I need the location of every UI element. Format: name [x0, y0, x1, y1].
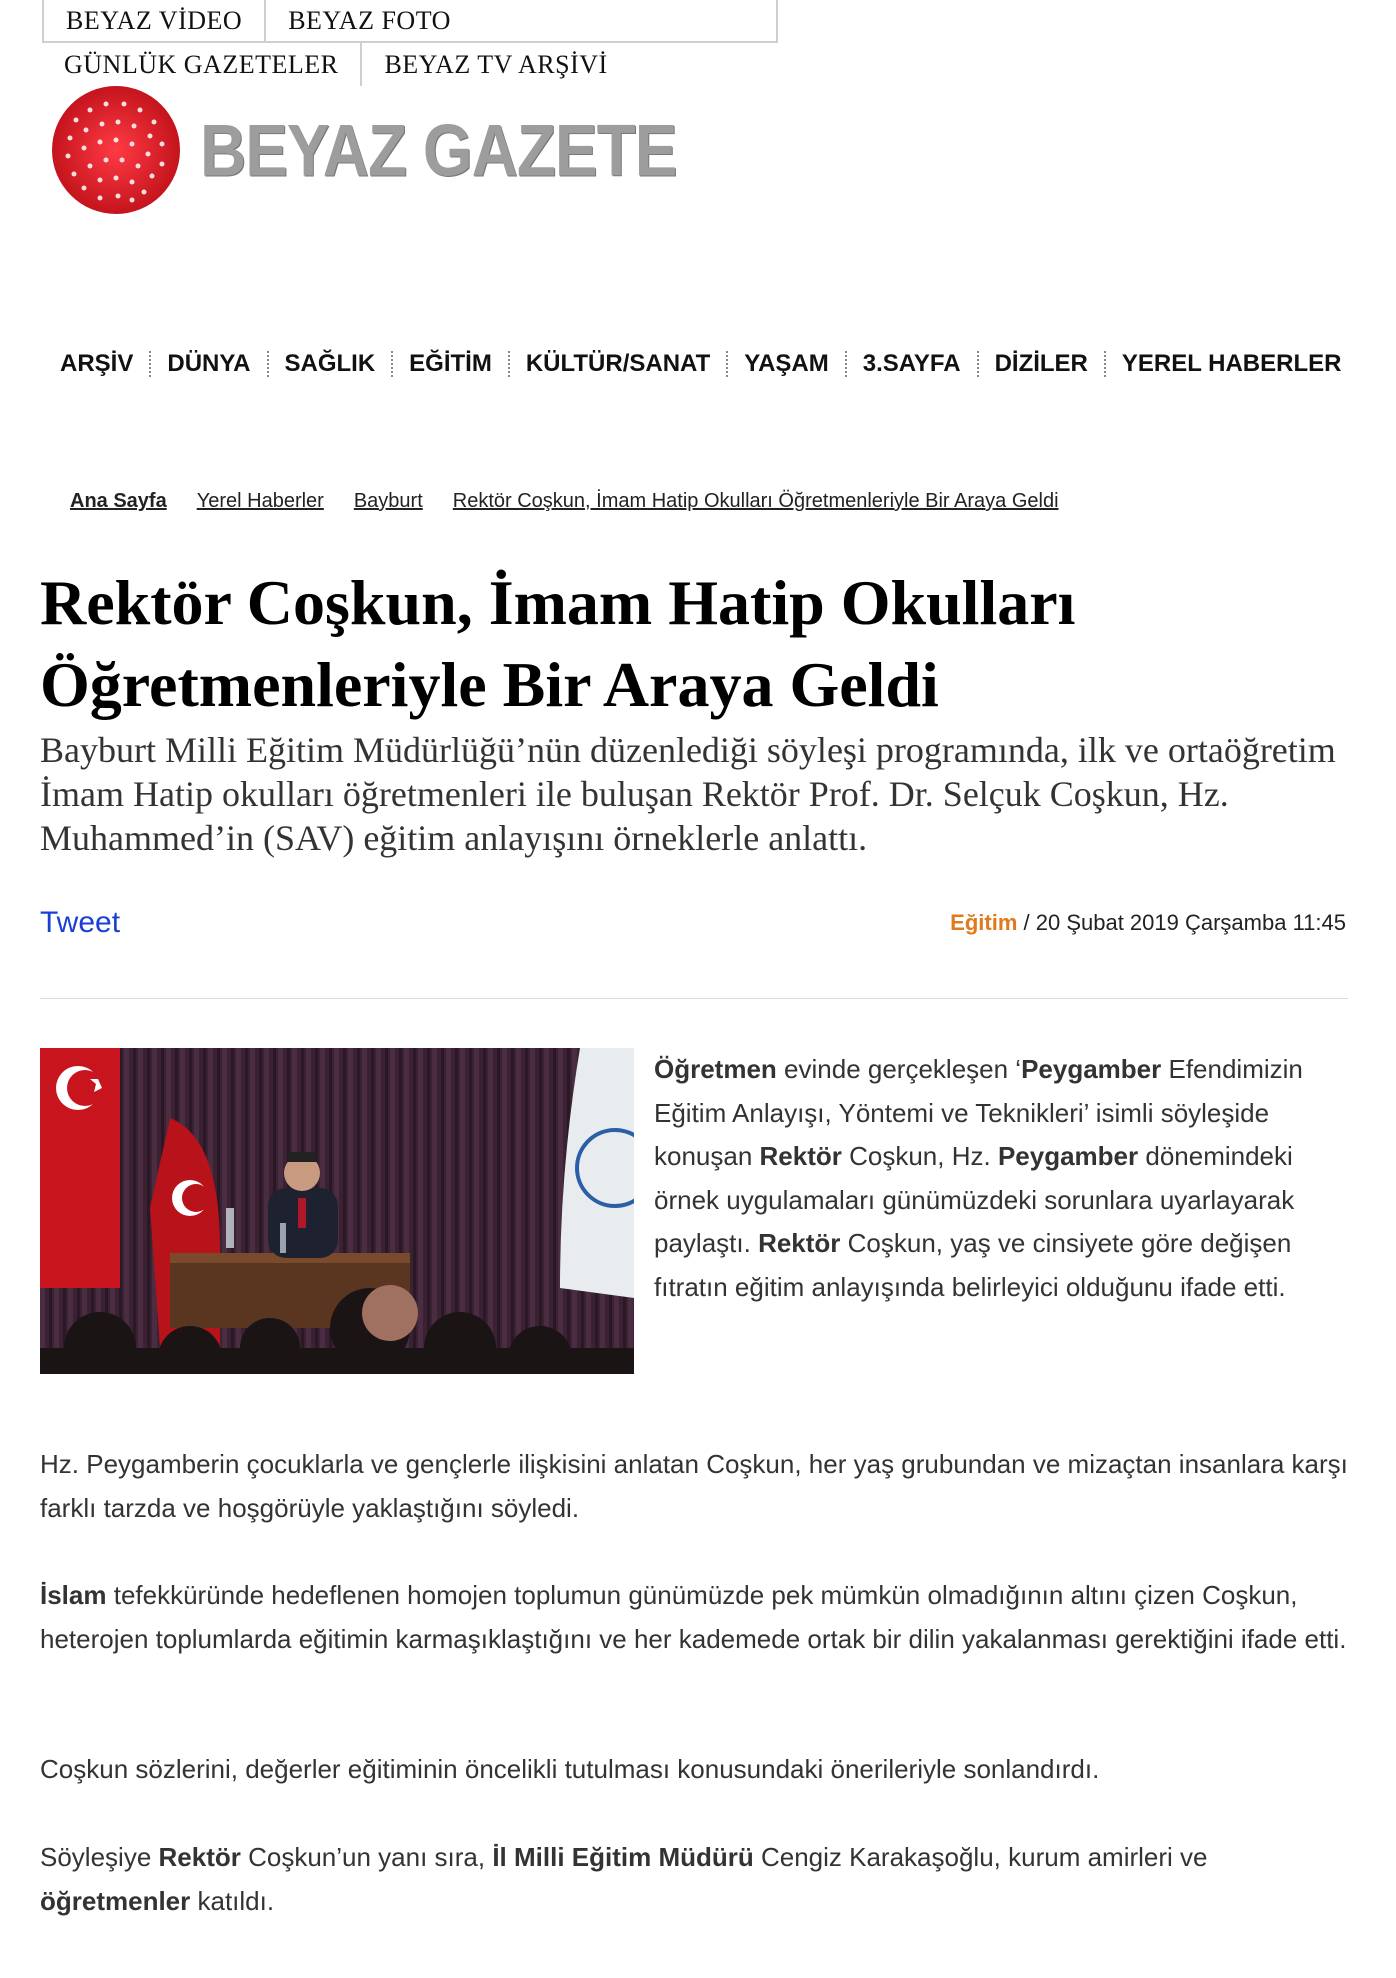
text: Söyleşiye — [40, 1842, 159, 1872]
text: katıldı. — [190, 1885, 275, 1916]
nav-item-arsiv[interactable]: ARŞİV — [60, 350, 134, 377]
nav-item-yasam[interactable]: YAŞAM — [744, 350, 829, 377]
nav-item-egitim[interactable]: EĞİTİM — [409, 350, 492, 377]
text: evinde gerçekleşen ‘ — [776, 1054, 1022, 1084]
top-link-beyaz-foto[interactable]: BEYAZ FOTO — [288, 6, 451, 35]
site-logo[interactable] — [46, 80, 676, 220]
article-meta — [950, 910, 1346, 936]
text-bold: Rektör — [758, 1228, 841, 1258]
text-bold: öğretmenler — [40, 1885, 191, 1916]
nav-item-kultur-sanat[interactable]: KÜLTÜR/SANAT — [525, 350, 711, 377]
text-bold: Öğretmen — [654, 1054, 777, 1084]
text: dönemindeki örnek uygulamaları günümüzdeki sorunlara uyarlayarak paylaştı. — [654, 1141, 1295, 1258]
article-summary: Bayburt Milli Eğitim Müdürlüğü’nün düzenlediği söyleşi programında, ilk ve ortaöğretim İmam Hatip okulları öğretmenleri ile buluşan Rektör Prof. Dr. Selçuk Coşkun, Hz. Muhammed’in (SAV) eğitim anlayışını örneklerle anlattı. — [40, 730, 1336, 858]
text: Coşkun, yaş ve cinsiyete göre değişen fıtratın eğitim anlayışında belirleyici olduğunu ifade etti. — [654, 1228, 1292, 1302]
text-bold: Rektör — [158, 1842, 241, 1872]
breadcrumb-yerel-haberler[interactable]: Yerel Haberler — [196, 490, 324, 512]
text: tefekküründe hedeflenen homojen toplumun günümüzde pek mümkün olmadığının altını çizen Coşkun, heterojen toplumlarda eğitimin karmaşıklaştığını ve her kademede ortak bir dilin yakalanması gerektiğini ifade etti. — [40, 1580, 1347, 1654]
nav-item-diziler[interactable]: DİZİLER — [994, 350, 1088, 377]
text: Efendimizin Eğitim Anlayışı, Yöntemi ve Teknikleri’ isimli söyleşide konuşan — [654, 1054, 1303, 1171]
article-photo — [40, 1048, 634, 1374]
top-link-beyaz-video[interactable]: BEYAZ VİDEO — [66, 6, 243, 35]
breadcrumb-home[interactable]: Ana Sayfa — [70, 490, 167, 512]
text-bold: Peygamber — [1021, 1054, 1162, 1084]
logo-text: BEYAZ GAZETE — [200, 108, 677, 192]
article-paragraph-1 — [654, 1048, 1360, 1309]
breadcrumb-current-article[interactable]: Rektör Coşkun, İmam Hatip Okulları Öğretmenleriyle Bir Araya Geldi — [452, 490, 1059, 512]
top-link-gunluk-gazeteler[interactable]: GÜNLÜK GAZETELER — [64, 50, 339, 79]
text-bold: Peygamber — [997, 1141, 1139, 1171]
top-links — [42, 0, 778, 86]
text-bold: İslam — [40, 1580, 107, 1610]
logo-dots-icon — [46, 80, 186, 220]
main-nav — [44, 350, 1357, 378]
nav-item-3-sayfa[interactable]: 3.SAYFA — [862, 350, 961, 377]
text-bold: Rektör — [759, 1141, 842, 1171]
article-date: / 20 Şubat 2019 Çarşamba 11:45 — [1017, 910, 1346, 935]
breadcrumb-bayburt[interactable]: Bayburt — [353, 490, 423, 512]
text-bold: İl Milli Eğitim Müdürü — [492, 1842, 754, 1872]
article-headline — [40, 562, 1360, 726]
top-links-row-1 — [42, 0, 778, 43]
text: Coşkun’un yanı sıra, — [240, 1842, 493, 1872]
article-paragraph-5 — [40, 1836, 1360, 1923]
divider — [40, 998, 1348, 999]
nav-item-saglik[interactable]: SAĞLIK — [284, 350, 376, 377]
headline-line-1: Rektör Coşkun, İmam Hatip Okulları — [40, 567, 1076, 638]
text: Cengiz Karakaşoğlu, kurum amirleri ve — [753, 1842, 1208, 1872]
headline-line-2: Öğretmenleriyle Bir Araya Geldi — [40, 649, 939, 720]
breadcrumb — [70, 490, 1059, 513]
text: Coşkun, Hz. — [841, 1141, 998, 1171]
article-paragraph-3 — [40, 1574, 1360, 1661]
article-category-link[interactable]: Eğitim — [950, 910, 1018, 935]
article-photo-image — [40, 1048, 634, 1374]
nav-item-dunya[interactable]: DÜNYA — [167, 350, 251, 377]
article-paragraph-2: Hz. Peygamberin çocuklarla ve gençlerle ilişkisini anlatan Coşkun, her yaş grubundan ve mizaçtan insanlara karşı farklı tarzda ve hoşgörüyle yaklaştığını söyledi. — [40, 1449, 1348, 1523]
article-paragraph-4: Coşkun sözlerini, değerler eğitiminin öncelikli tutulması konusundaki önerileriyle sonlandırdı. — [40, 1754, 1100, 1784]
tweet-button[interactable]: Tweet — [40, 906, 121, 939]
top-link-beyaz-tv-arsivi[interactable]: BEYAZ TV ARŞİVİ — [384, 50, 608, 79]
nav-item-yerel-haberler[interactable]: YEREL HABERLER — [1121, 350, 1342, 377]
